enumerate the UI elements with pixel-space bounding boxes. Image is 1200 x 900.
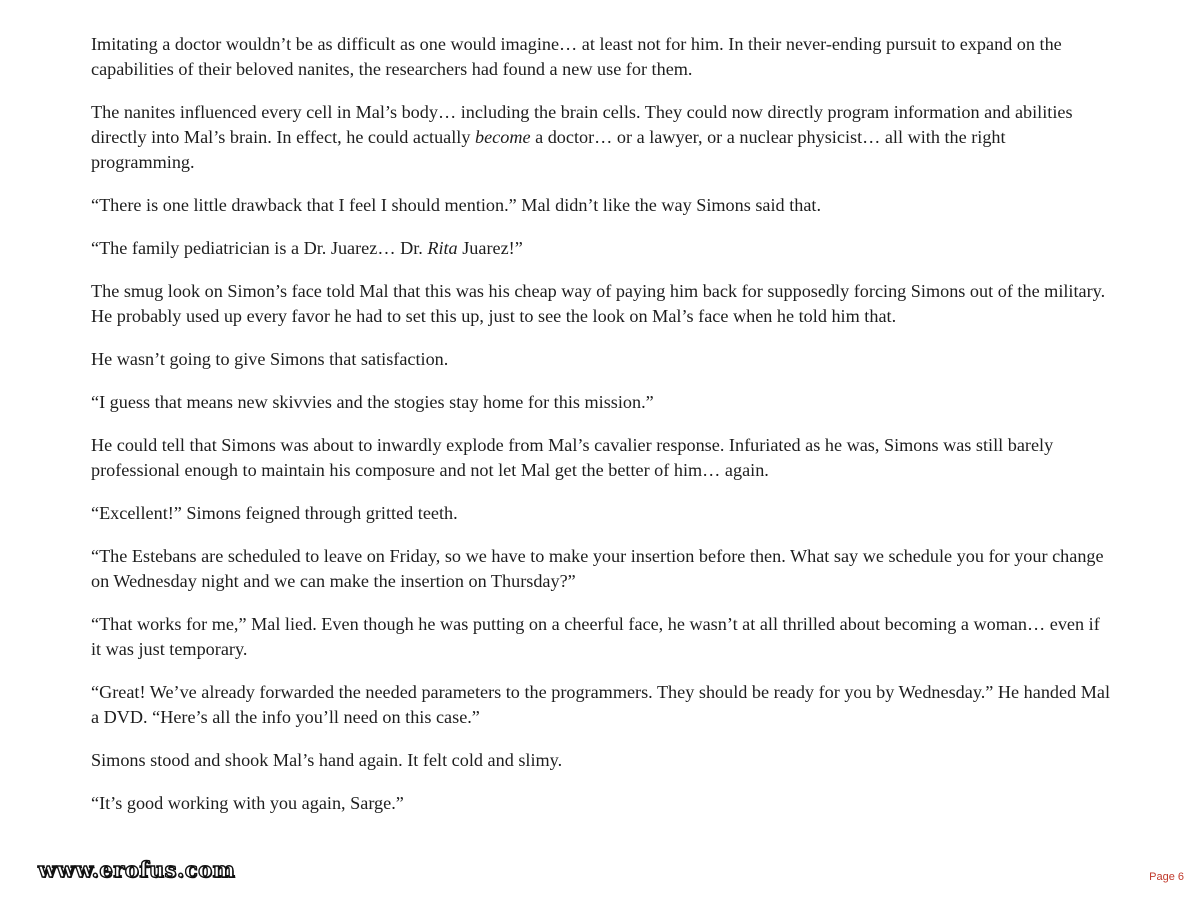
paragraph-text: The smug look on Simon’s face told Mal that this was his cheap way of paying him back for supposedly forcing Simons out of the military. He probably used up every favor he had to set this up, just to see the look on Mal’s face when he told him that. — [91, 281, 1106, 326]
story-paragraph — [91, 390, 1113, 415]
paragraph-text: He wasn’t going to give Simons that satisfaction. — [91, 349, 449, 369]
paragraph-text: a doctor… or a lawyer, or a nuclear physicist… all with the right programming. — [91, 127, 1006, 172]
page-number: Page 6 — [1149, 871, 1184, 883]
story-text — [91, 32, 1113, 834]
story-paragraph — [91, 791, 1113, 816]
emphasis-text: Rita — [427, 238, 458, 258]
story-paragraph — [91, 236, 1113, 261]
story-paragraph — [91, 347, 1113, 372]
watermark-logo: www.erofus.com — [38, 857, 236, 882]
paragraph-text: “It’s good working with you again, Sarge.” — [91, 793, 404, 813]
paragraph-text: “Excellent!” Simons feigned through gritted teeth. — [91, 503, 458, 523]
story-paragraph — [91, 100, 1113, 175]
paragraph-text: “I guess that means new skivvies and the stogies stay home for this mission.” — [91, 392, 654, 412]
story-paragraph — [91, 612, 1113, 662]
paragraph-text: Juarez!” — [457, 238, 523, 258]
paragraph-text: The nanites influenced every cell in Mal’s body… including the brain cells. They could now directly program information and abilities directly into Mal’s brain. In effect, he could actually — [91, 102, 1073, 147]
paragraph-text: Imitating a doctor wouldn’t be as difficult as one would imagine… at least not for him. In their never-ending pursuit to expand on the capabilities of their beloved nanites, the researchers had found a new use for them. — [91, 34, 1062, 79]
paragraph-text: “Great! We’ve already forwarded the needed parameters to the programmers. They should be ready for you by Wednesday.” He handed Mal a DVD. “Here’s all the info you’ll need on this case.” — [91, 682, 1111, 727]
story-paragraph — [91, 544, 1113, 594]
emphasis-text: become — [475, 127, 531, 147]
paragraph-text: “That works for me,” Mal lied. Even though he was putting on a cheerful face, he wasn’t at all thrilled about becoming a woman… even if it was just temporary. — [91, 614, 1100, 659]
paragraph-text: Simons stood and shook Mal’s hand again. It felt cold and slimy. — [91, 750, 563, 770]
paragraph-text: “The family pediatrician is a Dr. Juarez… Dr. — [91, 238, 428, 258]
story-paragraph — [91, 501, 1113, 526]
story-paragraph — [91, 748, 1113, 773]
paragraph-text: “The Estebans are scheduled to leave on Friday, so we have to make your insertion before then. What say we schedule you for your change on Wednesday night and we can make the insertion on Thursday?” — [91, 546, 1104, 591]
story-paragraph — [91, 279, 1113, 329]
story-paragraph — [91, 193, 1113, 218]
story-paragraph — [91, 32, 1113, 82]
paragraph-text: “There is one little drawback that I feel I should mention.” Mal didn’t like the way Simons said that. — [91, 195, 822, 215]
story-paragraph — [91, 680, 1113, 730]
paragraph-text: He could tell that Simons was about to inwardly explode from Mal’s cavalier response. Infuriated as he was, Simons was still barely professional enough to maintain his composure and not let Mal get the better of him… again. — [91, 435, 1054, 480]
story-paragraph — [91, 433, 1113, 483]
